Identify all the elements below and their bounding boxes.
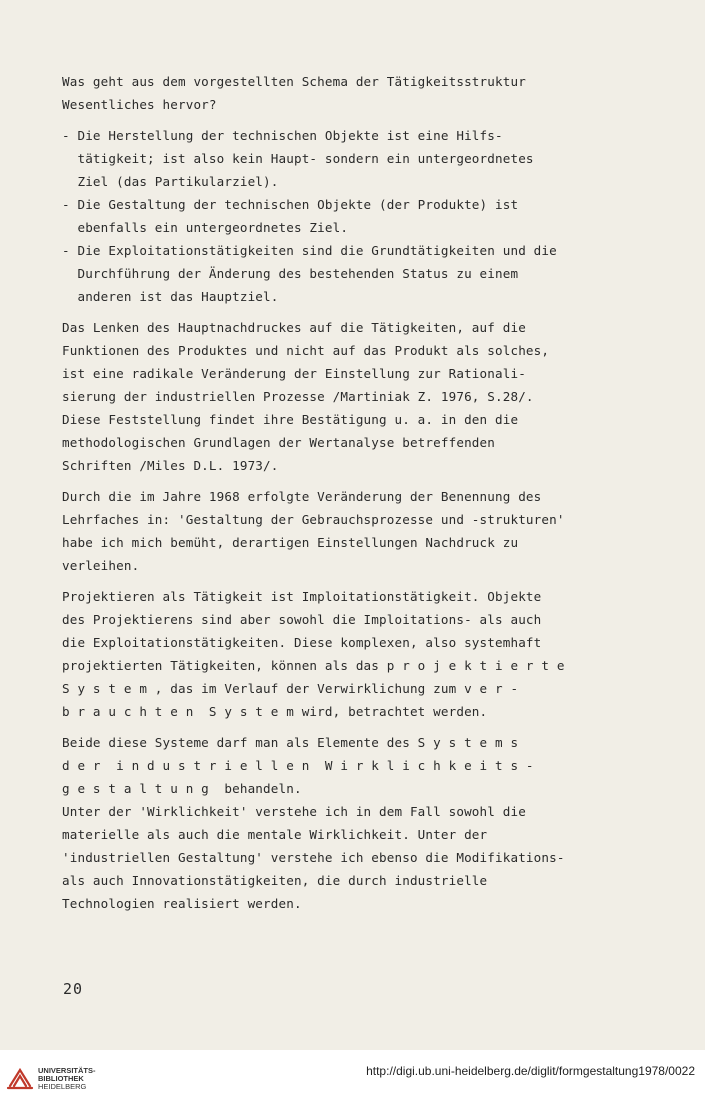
text-line: Was geht aus dem vorgestellten Schema der Tätigkeitsstruktur [62, 74, 526, 89]
text-line: Funktionen des Produktes und nicht auf das Produkt als solches, [62, 343, 550, 358]
text-line: Schriften /Miles D.L. 1973/. [62, 458, 279, 473]
library-logo-icon [6, 1064, 34, 1092]
text-line: tätigkeit; ist also kein Haupt- sondern ein untergeordnetes [62, 151, 534, 166]
library-name [38, 1067, 96, 1091]
paragraph-gap [62, 308, 682, 316]
footer-bar [0, 1050, 705, 1107]
paragraph-gap [62, 723, 682, 731]
text-line: Projektieren als Tätigkeit ist Imploitationstätigkeit. Objekte [62, 589, 542, 604]
text-line: methodologischen Grundlagen der Wertanalyse betreffenden [62, 435, 495, 450]
text-line: - Die Exploitationstätigkeiten sind die Grundtätigkeiten und die [62, 243, 557, 258]
text-line: Ziel (das Partikularziel). [62, 174, 279, 189]
library-name-line3: HEIDELBERG [38, 1082, 87, 1091]
paragraph-gap [62, 577, 682, 585]
text-line: Wesentliches hervor? [62, 97, 217, 112]
library-name-line1: UNIVERSITÄTS- [38, 1066, 96, 1075]
text-line: materielle als auch die mentale Wirklichkeit. Unter der [62, 827, 488, 842]
text-line: Lehrfaches in: 'Gestaltung der Gebrauchsprozesse und -strukturen' [62, 512, 565, 527]
body-text [62, 70, 682, 915]
text-line: Durch die im Jahre 1968 erfolgte Veränderung der Benennung des [62, 489, 542, 504]
text-line: ist eine radikale Veränderung der Einstellung zur Rationali- [62, 366, 526, 381]
text-line: sierung der industriellen Prozesse /Martiniak Z. 1976, S.28/. [62, 389, 534, 404]
paragraph-gap [62, 477, 682, 485]
text-line: g e s t a l t u n g behandeln. [62, 781, 302, 796]
text-line: d e r i n d u s t r i e l l e n W i r k l i c h k e i t s - [62, 758, 534, 773]
text-line: Technologien realisiert werden. [62, 896, 302, 911]
text-line: Durchführung der Änderung des bestehenden Status zu einem [62, 266, 519, 281]
page-number: 20 [63, 980, 84, 998]
source-url-link[interactable]: http://digi.ub.uni-heidelberg.de/diglit/formgestaltung1978/0022 [366, 1064, 695, 1078]
text-line: Beide diese Systeme darf man als Elemente des S y s t e m s [62, 735, 519, 750]
text-line: ebenfalls ein untergeordnetes Ziel. [62, 220, 349, 235]
text-line: anderen ist das Hauptziel. [62, 289, 279, 304]
text-line: Das Lenken des Hauptnachdruckes auf die Tätigkeiten, auf die [62, 320, 526, 335]
text-line: S y s t e m , das im Verlauf der Verwirklichung zum v e r - [62, 681, 519, 696]
text-line: b r a u c h t e n S y s t e m wird, betrachtet werden. [62, 704, 488, 719]
text-line: - Die Herstellung der technischen Objekte ist eine Hilfs- [62, 128, 503, 143]
text-line: Unter der 'Wirklichkeit' verstehe ich in dem Fall sowohl die [62, 804, 526, 819]
text-line: verleihen. [62, 558, 140, 573]
text-line: als auch Innovationstätigkeiten, die durch industrielle [62, 873, 488, 888]
library-name-line2: BIBLIOTHEK [38, 1074, 84, 1083]
text-line: projektierten Tätigkeiten, können als das p r o j e k t i e r t e [62, 658, 565, 673]
text-line: die Exploitationstätigkeiten. Diese komplexen, also systemhaft [62, 635, 542, 650]
text-line: des Projektierens sind aber sowohl die Imploitations- als auch [62, 612, 542, 627]
paragraph-gap [62, 116, 682, 124]
text-line: - Die Gestaltung der technischen Objekte (der Produkte) ist [62, 197, 519, 212]
text-line: Diese Feststellung findet ihre Bestätigung u. a. in den die [62, 412, 519, 427]
text-line: habe ich mich bemüht, derartigen Einstellungen Nachdruck zu [62, 535, 519, 550]
text-line: 'industriellen Gestaltung' verstehe ich ebenso die Modifikations- [62, 850, 565, 865]
